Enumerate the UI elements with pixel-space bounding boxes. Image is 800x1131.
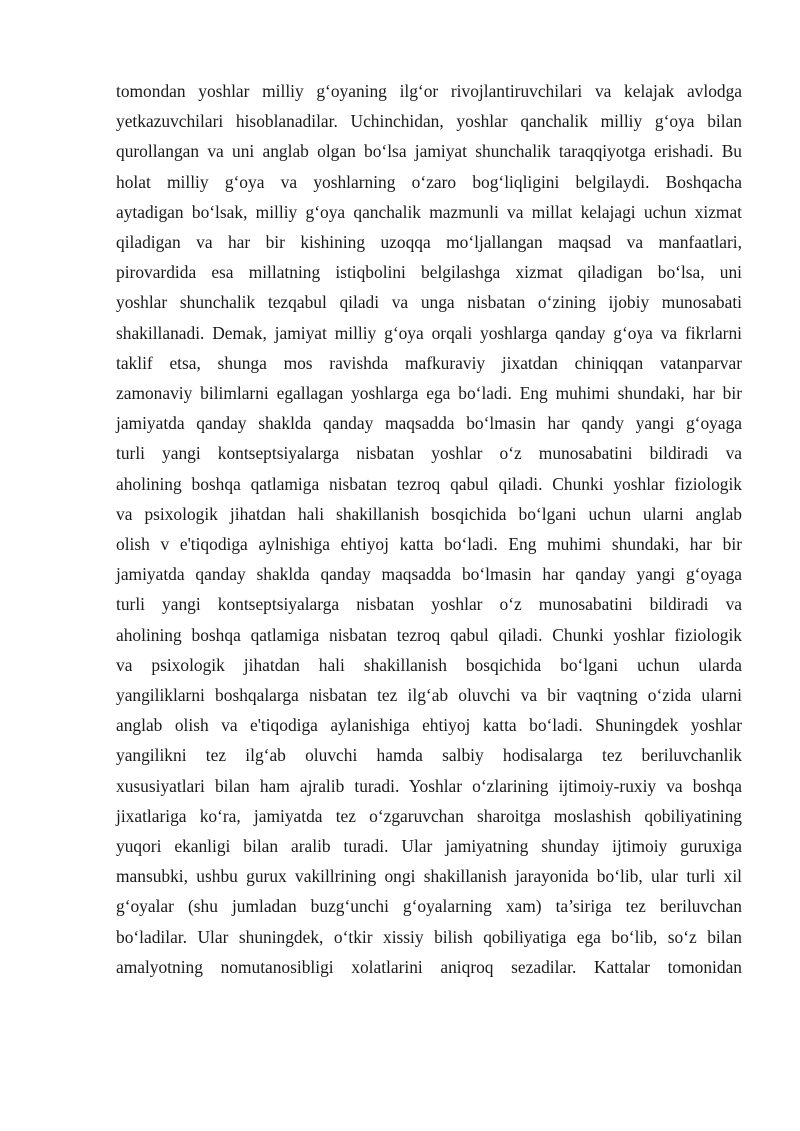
text-line: aytadigan bo‘lsak, milliy g‘oya qanchalik mazmunli va millat kelajagi uchun xizmat bbox=[116, 201, 742, 222]
body-paragraph bbox=[116, 76, 742, 982]
text-line: turli yangi kontseptsiyalarga nisbatan yoshlar o‘z munosabatini bildiradi va bbox=[116, 594, 742, 615]
text-line: jamiyatda qanday shaklda qanday maqsadda bo‘lmasin har qandy yangi g‘oyaga bbox=[116, 413, 742, 434]
text-line: mansubki, ushbu gurux vakillrining ongi shakillanish jarayonida bo‘lib, ular turli xil bbox=[116, 866, 742, 887]
text-line: jamiyatda qanday shaklda qanday maqsadda bo‘lmasin har qanday yangi g‘oyaga bbox=[116, 564, 742, 585]
text-line: va psixologik jihatdan hali shakillanish bosqichida bo‘lgani uchun ularni anglab bbox=[116, 503, 742, 524]
text-line: g‘oyalar (shu jumladan buzg‘unchi g‘oyalarning xam) ta’siriga tez beriluvchan bbox=[116, 896, 742, 917]
text-line: xususiyatlari bilan ham ajralib turadi. Yoshlar o‘zlarining ijtimoiy-ruxiy va boshqa bbox=[116, 775, 742, 796]
text-line: qurollangan va uni anglab olgan bo‘lsa jamiyat shunchalik taraqqiyotga erishadi. Bu bbox=[116, 141, 742, 162]
text-line: taklif etsa, shunga mos ravishda mafkuraviy jixatdan chiniqqan vatanparvar bbox=[116, 352, 742, 373]
text-line: holat milliy g‘oya va yoshlarning o‘zaro bog‘liqligini belgilaydi. Boshqacha bbox=[116, 171, 742, 192]
text-line: zamonaviy bilimlarni egallagan yoshlarga ega bo‘ladi. Eng muhimi shundaki, har bir bbox=[116, 383, 742, 404]
text-line: olish v e'tiqodiga aylnishiga ehtiyoj katta bo‘ladi. Eng muhimi shundaki, har bir bbox=[116, 534, 742, 555]
text-line: aholining boshqa qatlamiga nisbatan tezroq qabul qiladi. Chunki yoshlar fiziologik bbox=[116, 473, 742, 494]
text-line: yangilikni tez ilg‘ab oluvchi hamda salbiy hodisalarga tez beriluvchanlik bbox=[116, 745, 742, 766]
text-line: turli yangi kontseptsiyalarga nisbatan yoshlar o‘z munosabatini bildiradi va bbox=[116, 443, 742, 464]
text-line: amalyotning nomutanosibligi xolatlarini aniqroq sezadilar. Kattalar tomonidan bbox=[116, 956, 742, 977]
text-line: yoshlar shunchalik tezqabul qiladi va unga nisbatan o‘zining ijobiy munosabati bbox=[116, 292, 742, 313]
text-line: tomondan yoshlar milliy g‘oyaning ilg‘or rivojlantiruvchilari va kelajak avlodga bbox=[116, 81, 742, 101]
text-line: anglab olish va e'tiqodiga aylanishiga ehtiyoj katta bo‘ladi. Shuningdek yoshlar bbox=[116, 715, 742, 736]
text-line: yangiliklarni boshqalarga nisbatan tez ilg‘ab oluvchi va bir vaqtning o‘zida ularni bbox=[116, 685, 742, 706]
text-line: yetkazuvchilari hisoblanadilar. Uchinchidan, yoshlar qanchalik milliy g‘oya bilan bbox=[116, 111, 742, 132]
text-line: va psixologik jihatdan hali shakillanish bosqichida bo‘lgani uchun ularda bbox=[116, 654, 742, 675]
text-line: jixatlariga ko‘ra, jamiyatda tez o‘zgaruvchan sharoitga moslashish qobiliyatining bbox=[116, 805, 742, 826]
text-line: pirovardida esa millatning istiqbolini belgilashga xizmat qiladigan bo‘lsa, uni bbox=[116, 262, 742, 283]
text-line: bo‘ladilar. Ular shuningdek, o‘tkir xissiy bilish qobiliyatiga ega bo‘lib, so‘z bilan bbox=[116, 926, 742, 947]
text-line: yuqori ekanligi bilan aralib turadi. Ular jamiyatning shunday ijtimoiy guruxiga bbox=[116, 836, 742, 857]
text-line: aholining boshqa qatlamiga nisbatan tezroq qabul qiladi. Chunki yoshlar fiziologik bbox=[116, 624, 742, 645]
text-line: qiladigan va har bir kishining uzoqqa mo‘ljallangan maqsad va manfaatlari, bbox=[116, 232, 742, 253]
text-line: shakillanadi. Demak, jamiyat milliy g‘oya orqali yoshlarga qanday g‘oya va fikrlarni bbox=[116, 322, 742, 343]
